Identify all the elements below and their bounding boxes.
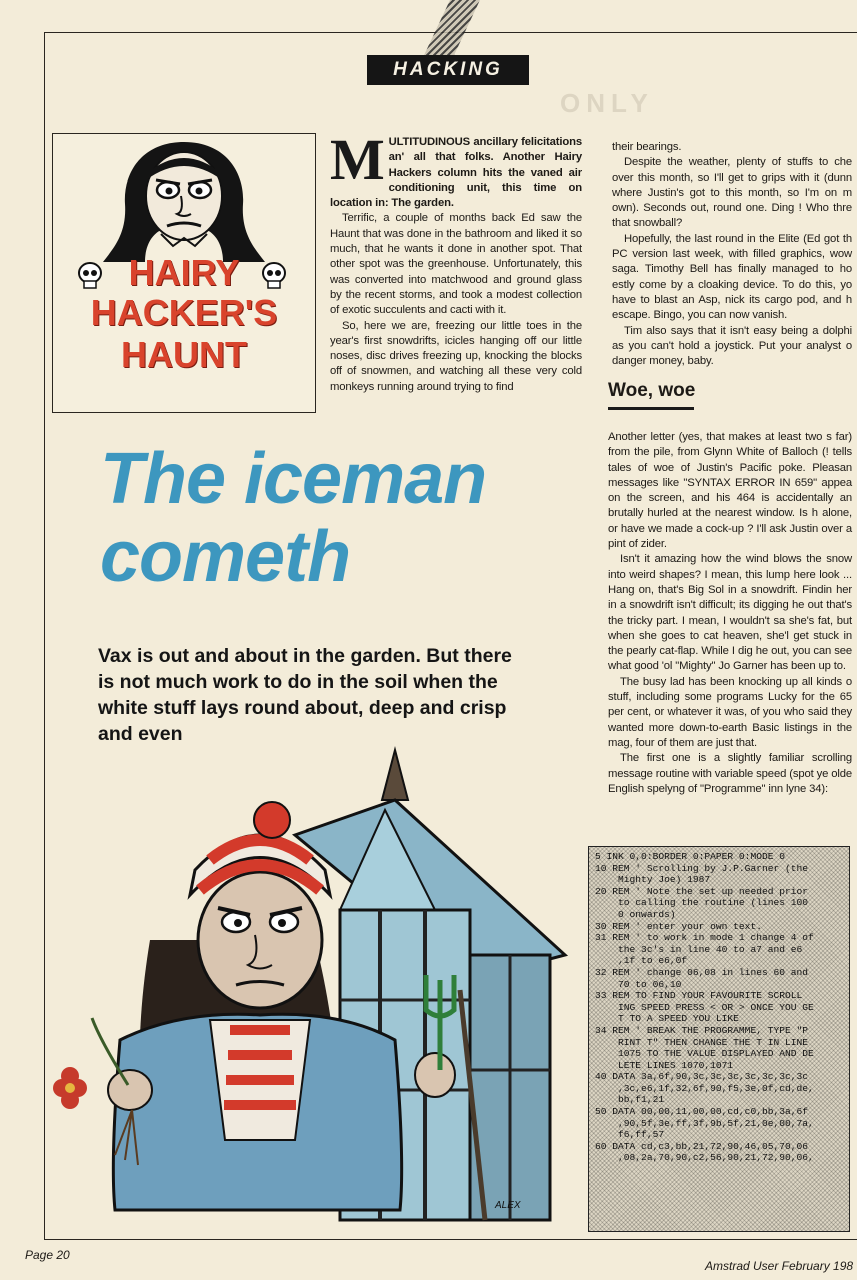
column-logo xyxy=(52,133,316,413)
paragraph: Another letter (yes, that makes at least two s far) from the pile, from Glynn White of Balloch (! tells tales of woe of Justin's Pacific poke. Pleasan messages like "SYNTAX ERROR IN 659" appea on the screen, and his 464 is accidentally an brutally hurled at the nearest window. Is h alone, or have we made a cock-up ? I'll ask Justin over a pint of zider. xyxy=(608,431,852,551)
standfirst: Vax is out and about in the garden. But there is not much work to do in the soil when the white stuff lays round about, deep and crisp and even xyxy=(98,645,512,745)
logo-line-1: HAIRY xyxy=(128,252,240,293)
logo-line-2: HACKER'S xyxy=(90,292,278,333)
logo-line-3: HAUNT xyxy=(121,334,247,375)
headline xyxy=(100,440,580,596)
page-number: Page 20 xyxy=(25,1248,70,1262)
gardener-with-shed-illustration xyxy=(40,740,580,1230)
paragraph: The busy lad has been knocking up all kinds o stuff, including some programs Lucky for the 65 per cent, or whatever it was, of you who said they wanted more down-to-earth Basic listings in the mag, four of them are just that. xyxy=(608,675,852,749)
paragraph: Isn't it amazing how the wind blows the snow into weird shapes? I mean, this lump here look ... Hang on, that's Big Sol in a snowdrift. Findin her in a snowdrift isn't difficult; its digging he out that's the tricky part. I mean, I wouldn't sa she's fat, but when she goes to cat heaven, she'l get stuck in the pearly cat-flap. While I dig he out, you can see what good 'ol "Mighty" Jo Garner has been up to. xyxy=(608,553,852,673)
intro-paragraph: ULTITUDINOUS ancillary felicitations an' all that folks. Another Hairy Hackers column hits the vaned air conditioning unit, this time on location in: The garden. xyxy=(330,136,582,210)
paragraph: Tim also says that it isn't easy being a dolphi as you can't hold a joystick. Put your analyst o danger money, baby. xyxy=(612,324,852,368)
paragraph: Despite the weather, plenty of stuffs to che over this month, so I'll get to grips with it (dunn where Justin's got to this month, so I'm on m own). Seconds out, round one. Ding ! Who thre that snowball? xyxy=(612,156,852,230)
subheading: Woe, woe xyxy=(608,380,696,401)
subheading-rule xyxy=(608,407,694,410)
show-through-text: ONLY xyxy=(560,88,654,118)
code-listing xyxy=(588,846,850,1232)
paragraph: So, here we are, freezing our little toes in the year's first snowdrifts, icicles hanging off our little noses, disc drives freezing up, knocking the blocks off of snowmen, and watching all these very cold monkeys running around trying to find xyxy=(330,319,582,393)
article-column-2 xyxy=(612,140,852,369)
drop-cap: M xyxy=(330,127,385,192)
paragraph: Terrific, a couple of months back Ed saw the Haunt that was done in the bathroom and liked it so much, that he wants it done in another spot. That other spot was the greenhouse. Unfortunately, this was converted into matchwood and ground glass by the recent storms, and took a modest collection of exotic succulents and cacti with it. xyxy=(330,212,582,317)
magazine-issue: Amstrad User February 198 xyxy=(705,1259,854,1273)
code-listing-text: 5 INK 0,0:BORDER 0:PAPER 0:MODE 0 10 REM ' Scrolling by J.P.Garner (the Mighty Joe) 1987 20 REM ' Note the set up needed prior to calling the routine (lines 100 0 onwards) 30 REM ' enter your own text. 31 REM ' to work in mode 1 change 4 of the 3c's in line 40 to a7 and e6 ,1f to e6,0f 32 REM ' change 06,08 in lines 60 and 70 to 06,10 33 REM TO FIND YOUR FAVOURITE SCROLL ING SPEED PRESS < OR > ONCE YOU GE T TO A SPEED YOU LIKE 34 REM ' BREAK THE PROGRAMME, TYPE "P RINT T" THEN CHANGE THE T IN LINE 1075 TO THE VALUE DISPLAYED AND DE LETE LINES 1070,1071 40 DATA 3a,6f,90,3c,3c,3c,3c,3c,3c,3c ,3c,e6,1f,32,6f,90,f5,3e,0f,cd,de, bb,f1,21 50 DATA 00,00,11,00,00,cd,c0,bb,3a,6f ,90,5f,3e,ff,3f,9b,5f,21,0e,00,7a, f6,ff,57 60 DATA cd,c3,bb,21,72,90,46,05,70,06 ,08,2a,70,90,c2,56,90,21,72,90,06, xyxy=(595,851,814,1164)
headline-line-2: cometh xyxy=(100,517,351,597)
paragraph: Hopefully, the last round in the Elite (Ed got th PC version last week, with filled graphics, wow saga. Timothy Bell has finally managed to ho estly come by a cloaking device. To do this, yo have to blast an Asp, nick its cargo pod, and h escape. Bingo, you can now vanish. xyxy=(612,232,852,322)
artist-signature: ALEX xyxy=(495,1200,521,1211)
headline-line-1: The iceman xyxy=(100,439,487,519)
article-column-1 xyxy=(330,127,582,395)
section-tag: HACKING xyxy=(367,55,529,85)
paragraph: their bearings. xyxy=(612,141,682,153)
article-column-3 xyxy=(608,430,852,797)
paragraph: The first one is a slightly familiar scrolling message routine with variable speed (spot ye olde English spelyng of "Programme" inn lyne 34): xyxy=(608,752,852,795)
hacker-face-icon xyxy=(53,134,315,264)
